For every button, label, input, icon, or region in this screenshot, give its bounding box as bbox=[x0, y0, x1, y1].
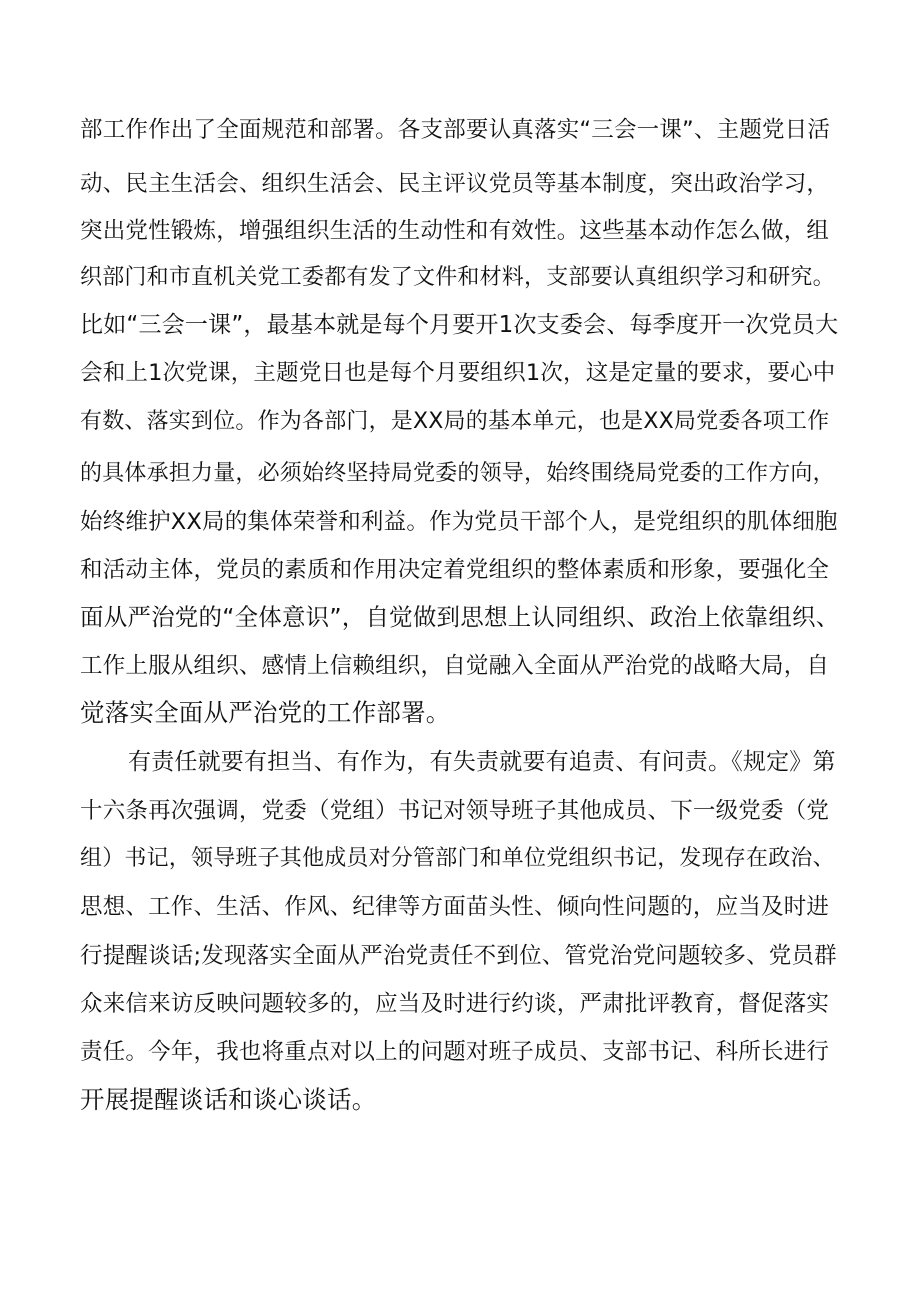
paragraph-1-line: 的具体承担力量，必须始终坚持局党委的领导，始终围绕局党委的工作方向， bbox=[80, 461, 835, 486]
paragraph-2-line: 责任。今年，我也将重点对以上的问题对班子成员、支部书记、科所长进行 bbox=[80, 1039, 830, 1065]
paragraph-2-line: 十六条再次强调，党委（党组）书记对领导班子其他成员、下一级党委（党 bbox=[80, 798, 830, 824]
paragraph-1-line: 和活动主体，党员的素质和作用决定着党组织的整体素质和形象，要强化全 bbox=[80, 557, 830, 583]
paragraph-2-line: 众来信来访反映问题较多的，应当及时进行约谈，严肃批评教育，督促落实 bbox=[80, 991, 830, 1017]
paragraph-2-line: 思想、工作、生活、作风、纪律等方面苗头性、倾向性问题的，应当及时进 bbox=[80, 894, 830, 920]
paragraph-1-line: 有数、落实到位。作为各部门，是XX局的基本单元，也是XX局党委各项工作 bbox=[80, 409, 830, 434]
paragraph-1-line: 会和上1次党课，主题党日也是每个月要组织1次，这是定量的要求，要心中 bbox=[80, 360, 836, 386]
paragraph-1-line: 突出党性锻炼，增强组织生活的生动性和有效性。这些基本动作怎么做，组 bbox=[80, 218, 830, 244]
paragraph-2-line: 有责任就要有担当、有作为，有失责就要有追责、有问责。《规定》第 bbox=[128, 749, 836, 775]
paragraph-1-line: 面从严治党的“全体意识”，自觉做到思想上认同组织、政治上依靠组织、 bbox=[80, 603, 840, 631]
paragraph-1-line: 工作上服从组织、感情上信赖组织，自觉融入全面从严治党的战略大局，自 bbox=[80, 653, 830, 679]
paragraph-2-line: 组）书记，领导班子其他成员对分管部门和单位党组织书记，发现存在政治、 bbox=[80, 846, 835, 871]
paragraph-2-line: 行提醒谈话;发现落实全面从严治党责任不到位、管党治党问题较多、党员群 bbox=[80, 943, 837, 969]
paragraph-1-line: 比如“三会一课”，最基本就是每个月要开1次支委会、每季度开一次党员大 bbox=[80, 312, 839, 338]
paragraph-1-line: 动、民主生活会、组织生活会、民主评议党员等基本制度，突出政治学习， bbox=[80, 171, 830, 197]
paragraph-2-line: 开展提醒谈话和谈心谈话。 bbox=[80, 1085, 377, 1114]
paragraph-1-line: 觉落实全面从严治党的工作部署。 bbox=[80, 698, 451, 727]
paragraph-1-line: 部工作作出了全面规范和部署。各支部要认真落实“三会一课”、主题党日活 bbox=[80, 117, 831, 143]
paragraph-1-line: 始终维护XX局的集体荣誉和利益。作为党员干部个人，是党组织的肌体细胞 bbox=[80, 509, 838, 535]
paragraph-1-line: 织部门和市直机关党工委都有发了文件和材料，支部要认真组织学习和研究。 bbox=[80, 265, 835, 290]
